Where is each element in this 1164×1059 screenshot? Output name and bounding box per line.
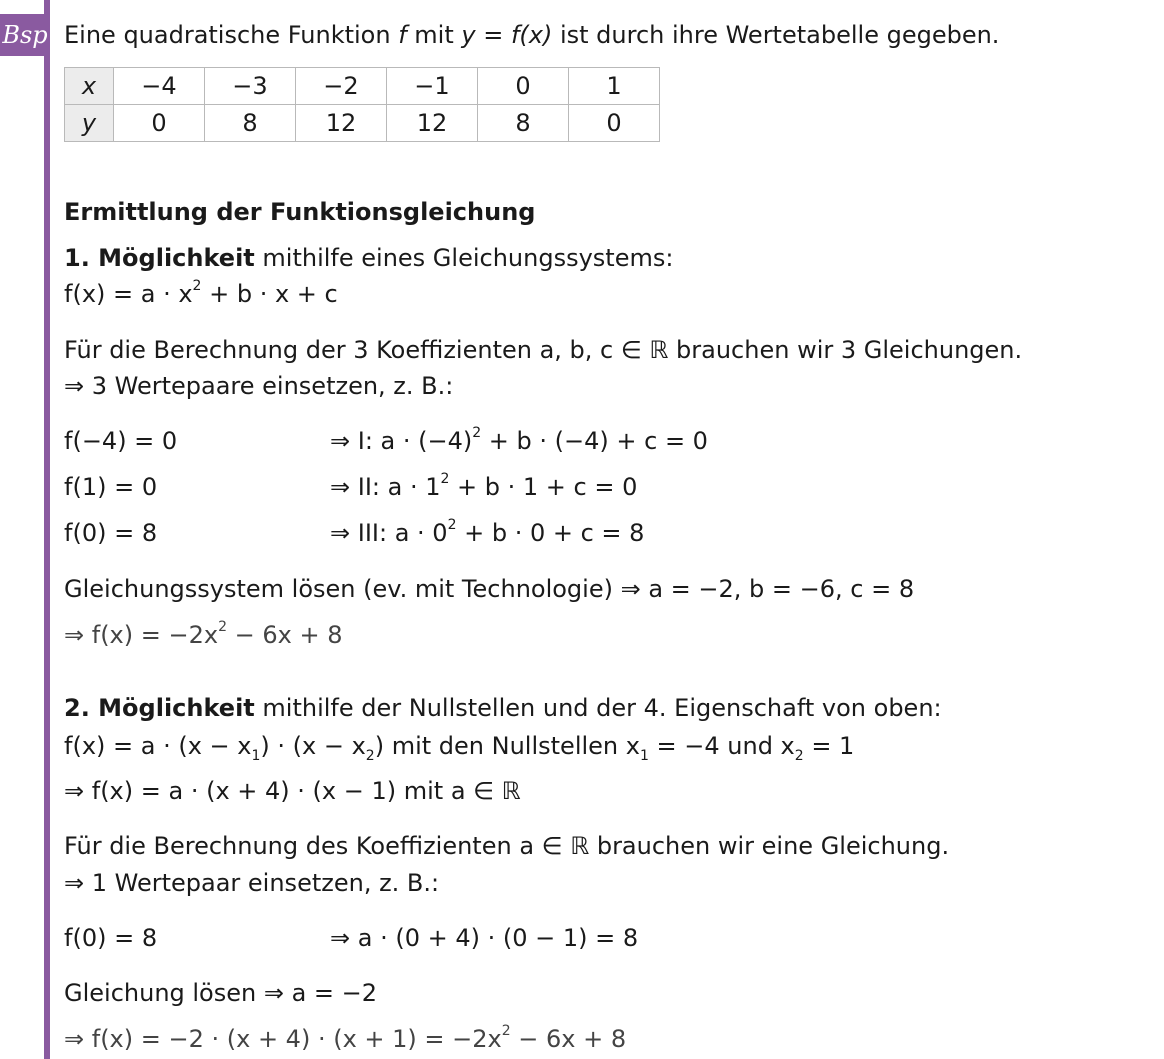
general-form — [64, 279, 338, 309]
exponent: 2 — [192, 278, 202, 294]
equation-right-a: ⇒ II: a · 1 — [330, 473, 441, 501]
equation-right-b: + b · 0 + c = 8 — [456, 519, 645, 547]
intro-f: f — [398, 21, 407, 49]
y-cell: 8 — [205, 105, 296, 142]
method2-title — [64, 693, 942, 723]
method1-title — [64, 243, 673, 273]
heading-text: Ermittlung der Funktionsgleichung — [64, 198, 536, 226]
result-b: − 6x + 8 — [227, 621, 343, 649]
equation-left: f(−4) = 0 — [64, 427, 178, 455]
equation-right-a: ⇒ III: a · 0 — [330, 519, 448, 547]
exponent: 2 — [447, 517, 457, 533]
accent-bar — [44, 0, 50, 1059]
badge-label: Bsp — [2, 21, 48, 49]
method1-solution: Gleichungssystem lösen (ev. mit Technologie) ⇒ a = −2, b = −6, c = 8 — [64, 575, 915, 603]
method1-sentence2: ⇒ 3 Wertepaare einsetzen, z. B.: — [64, 372, 454, 400]
method2-sentence1: Für die Berechnung des Koeffizienten a ∈ ℝ brauchen wir eine Gleichung. — [64, 832, 950, 860]
result-b: − 6x + 8 — [510, 1025, 627, 1053]
equation-right — [330, 426, 708, 456]
exponent: 2 — [218, 619, 227, 635]
x-cell: −1 — [387, 68, 478, 105]
method1-text: mithilfe eines Gleichungssystems: — [254, 244, 674, 272]
exponent: 2 — [501, 1023, 511, 1039]
value-table — [64, 67, 660, 142]
root-form-e: = 1 — [803, 732, 855, 760]
x-cell: −2 — [296, 68, 387, 105]
subscript: 1 — [251, 748, 261, 764]
subscript: 2 — [794, 748, 804, 764]
subscript: 1 — [639, 748, 649, 764]
table-row-y — [65, 105, 660, 142]
exponent: 2 — [472, 425, 482, 441]
equation-right-a: ⇒ I: a · (−4) — [330, 427, 473, 455]
result-a: ⇒ f(x) = −2x — [64, 621, 219, 649]
root-form-b: ) · (x − x — [260, 732, 366, 760]
method1-result — [64, 620, 342, 650]
intro-line — [64, 20, 999, 50]
y-header: y — [65, 105, 114, 142]
y-cell: 12 — [387, 105, 478, 142]
root-form-a: f(x) = a · (x − x — [64, 732, 252, 760]
result-a: ⇒ f(x) = −2 · (x + 4) · (x + 1) = −2x — [64, 1025, 502, 1053]
section-heading — [64, 197, 535, 227]
x-cell: −3 — [205, 68, 296, 105]
equation-right — [330, 518, 644, 548]
x-header: x — [65, 68, 114, 105]
equation-right: ⇒ a · (0 + 4) · (0 − 1) = 8 — [330, 924, 639, 952]
root-form-substituted: ⇒ f(x) = a · (x + 4) · (x − 1) mit a ∈ ℝ — [64, 777, 521, 805]
exponent: 2 — [440, 471, 450, 487]
subscript: 2 — [365, 748, 375, 764]
method2-sentence2: ⇒ 1 Wertepaar einsetzen, z. B.: — [64, 869, 440, 897]
x-cell: 1 — [569, 68, 660, 105]
method1-sentence1: Für die Berechnung der 3 Koeffizienten a, b, c ∈ ℝ brauchen wir 3 Gleichungen. — [64, 336, 1023, 364]
equation-right-b: + b · 1 + c = 0 — [449, 473, 638, 501]
table-row-x — [65, 68, 660, 105]
equation-left: f(1) = 0 — [64, 473, 158, 501]
root-form — [64, 731, 855, 764]
intro-mid: mit — [406, 21, 462, 49]
method2-bold: 2. Möglichkeit — [64, 694, 255, 722]
y-cell: 8 — [478, 105, 569, 142]
intro-suffix: ist durch ihre Wertetabelle gegeben. — [552, 21, 1000, 49]
x-cell: 0 — [478, 68, 569, 105]
y-cell: 0 — [114, 105, 205, 142]
general-form-a: f(x) = a · x — [64, 280, 193, 308]
equation-right-b: + b · (−4) + c = 0 — [481, 427, 708, 455]
method2-solution: Gleichung lösen ⇒ a = −2 — [64, 979, 378, 1007]
intro-eq: y = f(x) — [461, 21, 553, 49]
y-cell: 0 — [569, 105, 660, 142]
x-cell: −4 — [114, 68, 205, 105]
root-form-c: ) mit den Nullstellen x — [374, 732, 640, 760]
general-form-b: + b · x + c — [201, 280, 338, 308]
equation-left: f(0) = 8 — [64, 519, 158, 547]
root-form-d: = −4 und x — [648, 732, 795, 760]
intro-prefix: Eine quadratische Funktion — [64, 21, 399, 49]
example-badge — [0, 14, 50, 56]
method2-text: mithilfe der Nullstellen und der 4. Eigenschaft von oben: — [254, 694, 942, 722]
y-cell: 12 — [296, 105, 387, 142]
equation-left: f(0) = 8 — [64, 924, 158, 952]
method1-bold: 1. Möglichkeit — [64, 244, 255, 272]
method2-result — [64, 1024, 626, 1054]
equation-right — [330, 472, 637, 502]
